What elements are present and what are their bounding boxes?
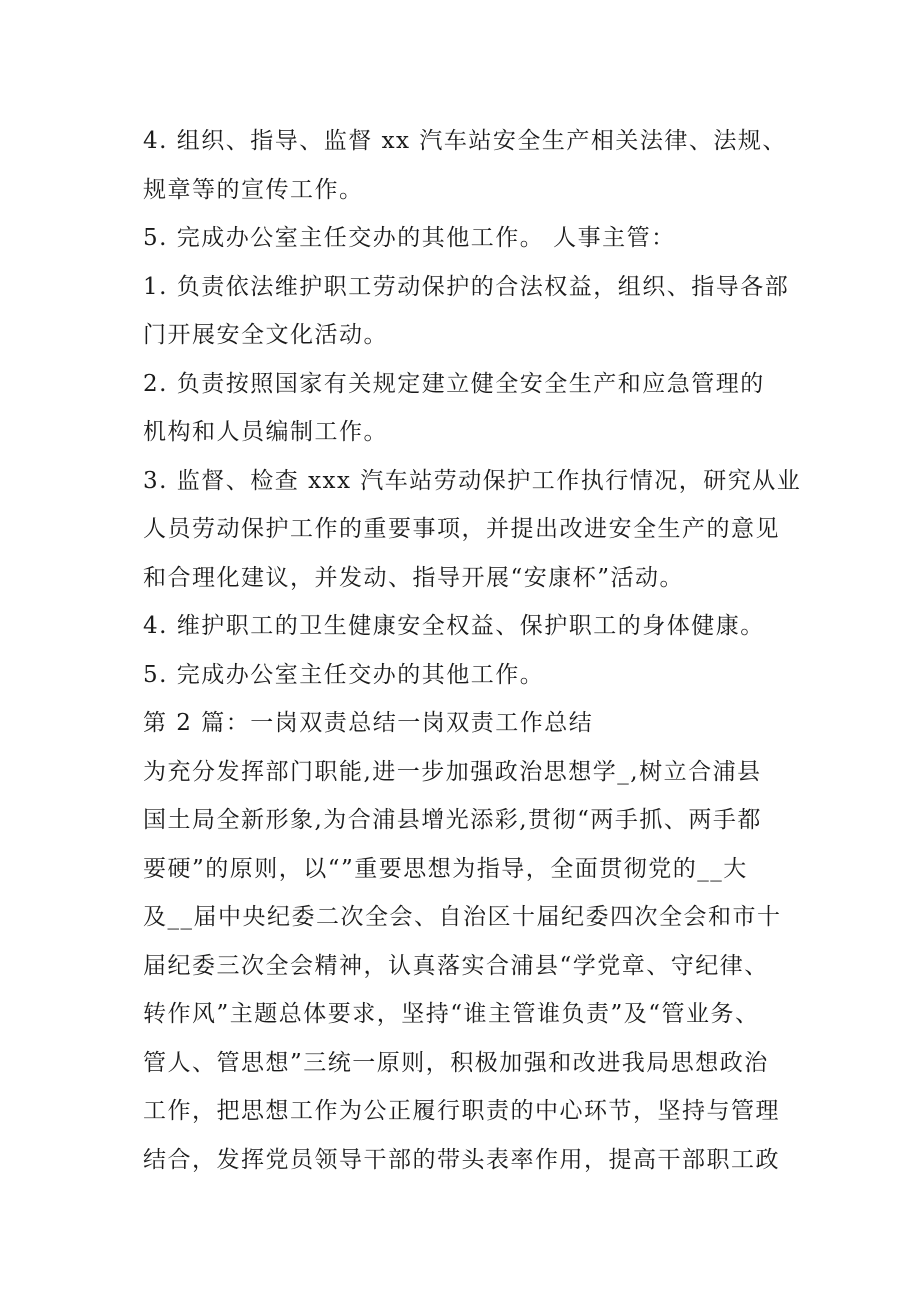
section-heading: 第 2 篇：一岗双责总结一岗双责工作总结 bbox=[143, 710, 594, 736]
text-line: 国土局全新形象,为合浦县增光添彩,贯彻“两手抓、两手都 bbox=[143, 807, 762, 833]
text-line: 5. 完成办公室主任交办的其他工作。 bbox=[143, 661, 545, 688]
text-line: 管人、管思想”三统一原则，积极加强和改进我局思想政治 bbox=[143, 1049, 769, 1076]
text-line: 机构和人员编制工作。 bbox=[143, 419, 388, 445]
text-line: 规章等的宣传工作。 bbox=[143, 176, 364, 203]
text-line: 转作风”主题总体要求，坚持“谁主管谁负责”及“管业务、 bbox=[143, 1001, 760, 1027]
text-line: 人员劳动保护工作的重要事项，并提出改进安全生产的意见 bbox=[143, 516, 780, 542]
text-line: 1. 负责依法维护职工劳动保护的合法权益，组织、指导各部 bbox=[143, 273, 790, 300]
document-body bbox=[143, 117, 803, 1184]
text-line: 4. 组织、指导、监督 xx 汽车站安全生产相关法律、法规、 bbox=[143, 128, 787, 154]
text-line: 工作，把思想工作为公正履行职责的中心环节，坚持与管理 bbox=[143, 1098, 780, 1124]
text-line: 和合理化建议，并发动、指导开展“安康杯”活动。 bbox=[143, 564, 685, 591]
text-line: 5. 完成办公室主任交办的其他工作。 人事主管： bbox=[143, 225, 676, 251]
text-line: 3. 监督、检查 xxx 汽车站劳动保护工作执行情况，研究从业 bbox=[143, 467, 802, 494]
text-line: 门开展安全文化活动。 bbox=[143, 322, 388, 348]
text-line: 及__届中央纪委二次全会、自治区十届纪委四次全会和市十 bbox=[143, 904, 782, 930]
text-line: 结合，发挥党员领导干部的带头表率作用，提高干部职工政 bbox=[143, 1146, 780, 1173]
text-line: 为充分发挥部门职能,进一步加强政治思想学_,树立合浦县 bbox=[143, 758, 762, 785]
text-line: 要硬”的原则，以“”重要思想为指导，全面贯彻党的__大 bbox=[143, 855, 748, 882]
text-line: 届纪委三次全会精神，认真落实合浦县“学党章、守纪律、 bbox=[143, 952, 769, 979]
text-line: 4. 维护职工的卫生健康安全权益、保护职工的身体健康。 bbox=[143, 613, 765, 639]
text-line: 2. 负责按照国家有关规定建立健全安全生产和应急管理的 bbox=[143, 370, 765, 397]
